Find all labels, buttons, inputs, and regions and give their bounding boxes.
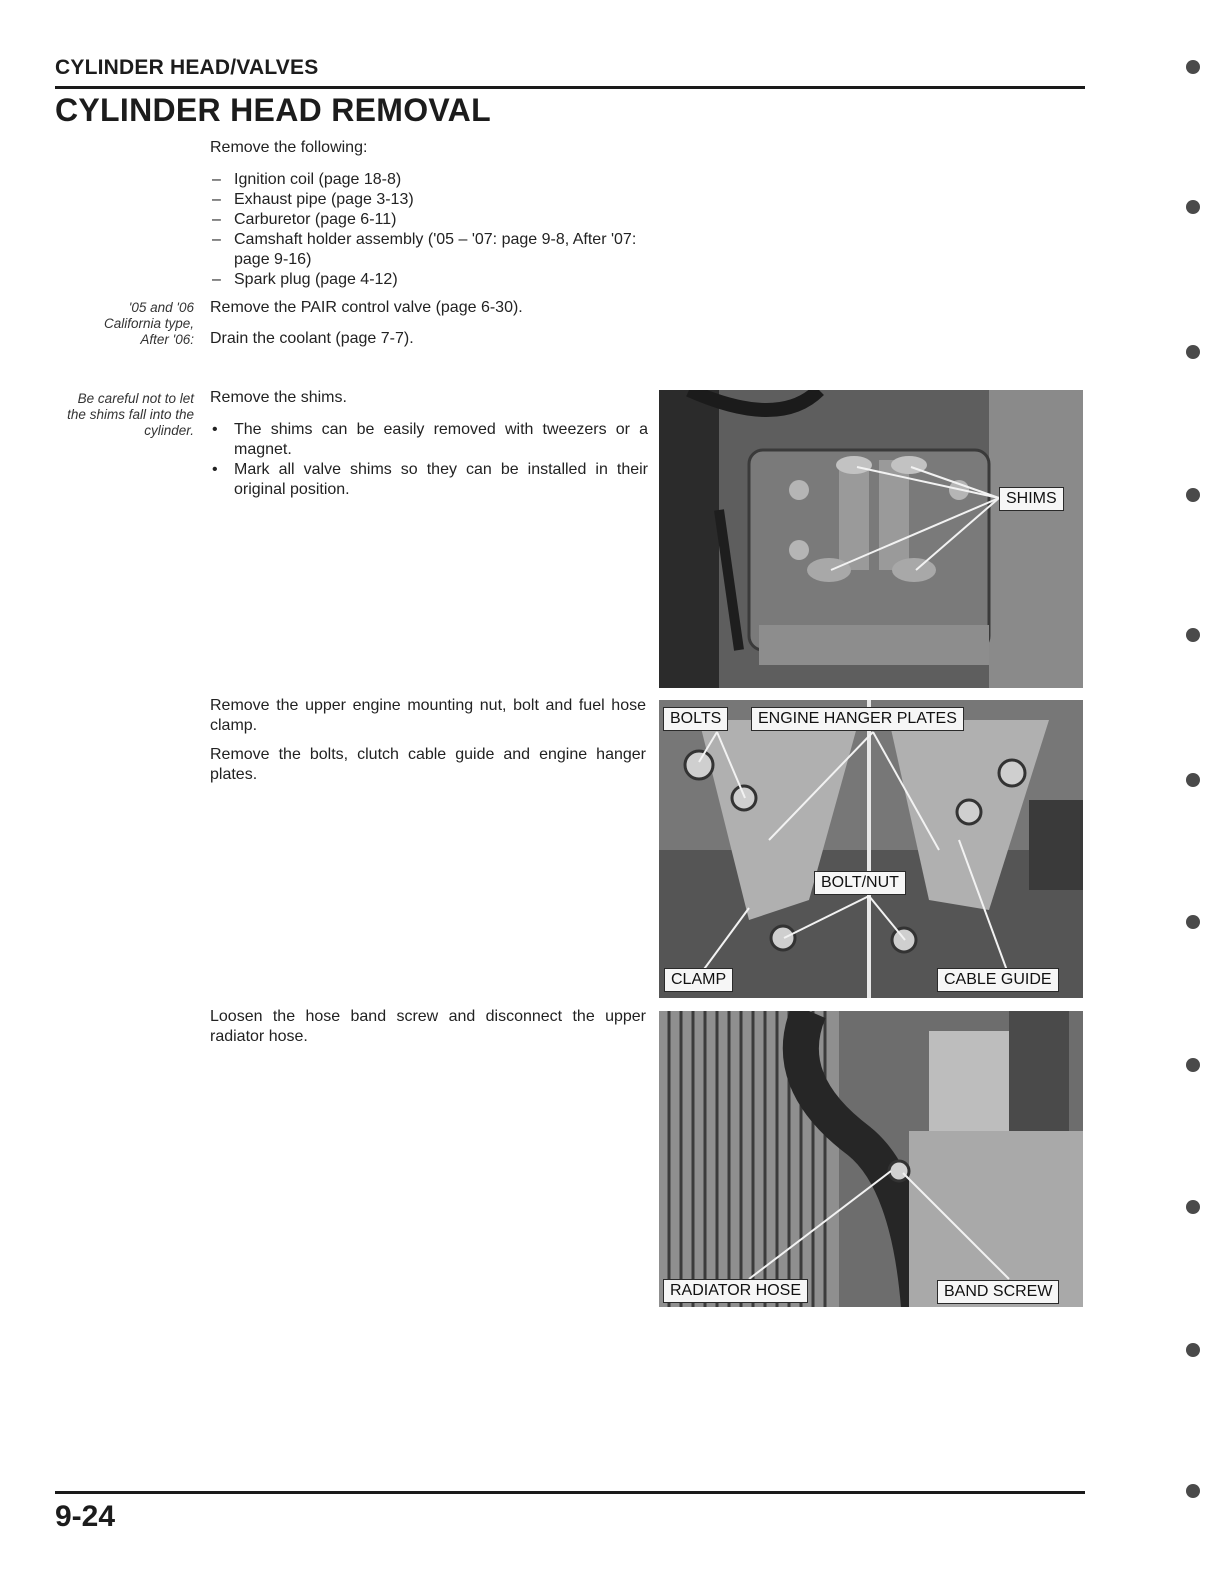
- radiator-photo-art: [659, 1011, 1083, 1307]
- shims-step: Remove the shims.: [210, 389, 347, 406]
- list-item: – Carburetor (page 6-11): [212, 211, 397, 228]
- page-title: CYLINDER HEAD REMOVAL: [55, 92, 491, 128]
- shims-photo: [659, 390, 1083, 688]
- binder-hole: [1186, 1200, 1200, 1214]
- intro-text: Remove the following:: [210, 139, 368, 156]
- hanger-photo-art: [659, 700, 1083, 998]
- list-item: – Spark plug (page 4-12): [212, 271, 398, 288]
- page-number: 9-24: [55, 1500, 116, 1533]
- shims-photo-art: [659, 390, 1083, 688]
- callout-band-screw: BAND SCREW: [937, 1280, 1059, 1304]
- callout-radiator-hose: RADIATOR HOSE: [663, 1279, 808, 1303]
- callout-engine-hanger-plates: ENGINE HANGER PLATES: [751, 707, 964, 731]
- callout-clamp: CLAMP: [664, 968, 733, 992]
- callout-bolt-nut: BOLT/NUT: [814, 871, 906, 895]
- radiator-photo: [659, 1011, 1083, 1307]
- pair-step: Remove the PAIR control valve (page 6-30).: [210, 299, 523, 316]
- mount-step-2: Remove the bolts, clutch cable guide and engine hanger plates.: [210, 746, 646, 783]
- binder-hole: [1186, 60, 1200, 74]
- intro-block: [210, 138, 650, 290]
- hanger-photo: [659, 700, 1083, 998]
- header-rule: [55, 86, 1085, 89]
- binder-hole: [1186, 345, 1200, 359]
- binder-hole: [1186, 1484, 1200, 1498]
- binder-hole: [1186, 773, 1200, 787]
- hose-step: Loosen the hose band screw and disconnect the upper radiator hose.: [210, 1008, 646, 1045]
- binder-hole: [1186, 488, 1200, 502]
- footer-rule: [55, 1491, 1085, 1494]
- shims-block: [210, 388, 648, 500]
- hose-block: [210, 1007, 646, 1056]
- drain-step: Drain the coolant (page 7-7).: [210, 330, 414, 347]
- mount-block: [210, 696, 646, 794]
- binder-hole: [1186, 1058, 1200, 1072]
- list-item: • Mark all valve shims so they can be installed in their original position.: [212, 461, 648, 498]
- callout-shims: SHIMS: [999, 487, 1064, 511]
- remove-list: [210, 170, 650, 290]
- binder-hole: [1186, 628, 1200, 642]
- list-item: • The shims can be easily removed with tweezers or a magnet.: [212, 421, 648, 458]
- binder-hole: [1186, 1343, 1200, 1357]
- binder-hole: [1186, 915, 1200, 929]
- pair-side-note: '05 and '06 California type, After '06:: [103, 300, 194, 347]
- mount-step-1: Remove the upper engine mounting nut, bolt and fuel hose clamp.: [210, 697, 646, 734]
- list-item: – Camshaft holder assembly ('05 – '07: page 9-8, After '07: page 9-16): [212, 231, 637, 268]
- shims-bullets: [210, 420, 648, 500]
- binder-hole: [1186, 200, 1200, 214]
- list-item: – Exhaust pipe (page 3-13): [212, 191, 414, 208]
- shims-side-note: Be careful not to let the shims fall into the cylinder.: [67, 391, 194, 438]
- section-label: CYLINDER HEAD/VALVES: [55, 56, 319, 79]
- callout-bolts: BOLTS: [663, 707, 728, 731]
- callout-cable-guide: CABLE GUIDE: [937, 968, 1059, 992]
- list-item: – Ignition coil (page 18-8): [212, 171, 402, 188]
